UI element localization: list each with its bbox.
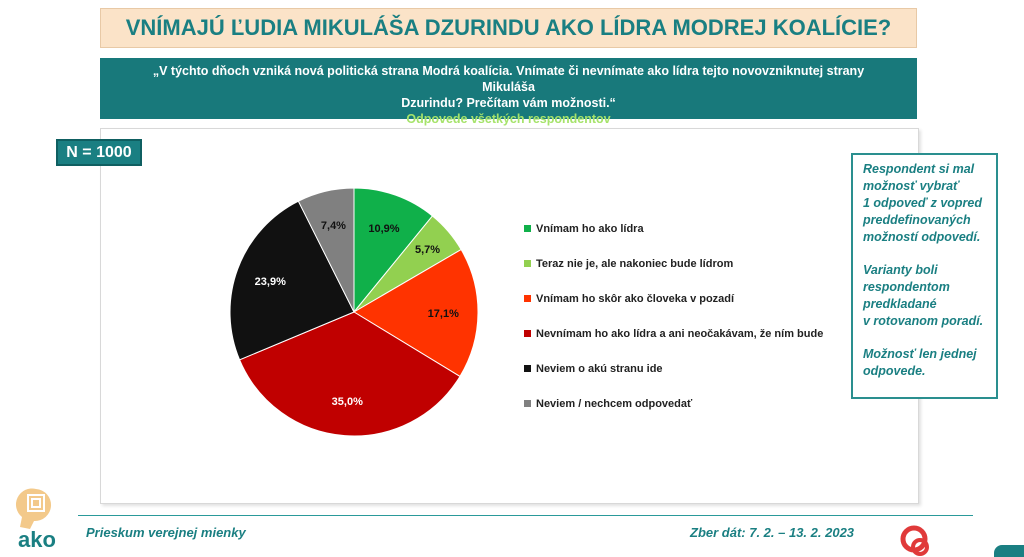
pie-data-label-4: 35,0% [331,396,363,409]
pie-data-label-5: 23,9% [254,275,286,288]
footer-date-label: Zber dát: 7. 2. – 13. 2. 2023 [690,525,855,540]
ako-logo [8,485,72,555]
footer-divider [78,515,973,516]
question-subtitle: Odpovede všetkých respondentov [406,112,611,126]
svg-text:ako: ako [18,527,56,552]
question-text-line2: Dzurindu? Prečítam vám možnosti.“ [401,96,616,110]
question-text-line1: „V týchto dňoch vzniká nová politická strana Modrá koalícia. Vnímate či nevnímate ako lídra tejto novovzniknutej strany Mikuláša [152,64,865,94]
note-paragraph-2: Varianty boli respondentom predkladané v rotovanom poradí. [863,263,984,328]
sample-size-badge: N = 1000 [56,139,142,166]
legend-swatch-2 [524,260,531,267]
note-paragraph-1: Respondent si mal možnosť vybrať 1 odpoveď z vopred preddefinovaných možností odpovedí. [863,162,982,244]
legend-swatch-4 [524,330,531,337]
legend-swatch-1 [524,225,531,232]
pie-data-label-1: 10,9% [368,222,400,235]
legend-label-2: Teraz nie je, ale nakoniec bude lídrom [536,258,734,270]
pie-data-label-2: 5,7% [415,244,441,257]
page-title: VNÍMAJÚ ĽUDIA MIKULÁŠA DZURINDU AKO LÍDRA MODREJ KOALÍCIE? [100,8,917,48]
footer-survey-label: Prieskum verejnej mienky [86,525,246,540]
legend-swatch-5 [524,365,531,372]
legend-swatch-3 [524,295,531,302]
legend-label-1: Vnímam ho ako lídra [536,223,644,235]
legend-label-5: Neviem o akú stranu ide [536,363,663,375]
legend-label-6: Neviem / nechcem odpovedať [536,398,693,410]
page-number-tab [994,545,1024,557]
legend-label-3: Vnímam ho skôr ako človeka v pozadí [536,293,735,305]
methodology-note [851,153,998,399]
brand-mark-icon [898,525,938,556]
legend-swatch-6 [524,400,531,407]
legend-label-4: Nevnímam ho ako lídra a ani neočakávam, že ním bude [536,328,824,340]
note-paragraph-3: Možnosť len jednej odpovede. [863,347,977,378]
pie-data-label-3: 17,1% [427,307,459,320]
pie-data-label-6: 7,4% [320,220,346,233]
